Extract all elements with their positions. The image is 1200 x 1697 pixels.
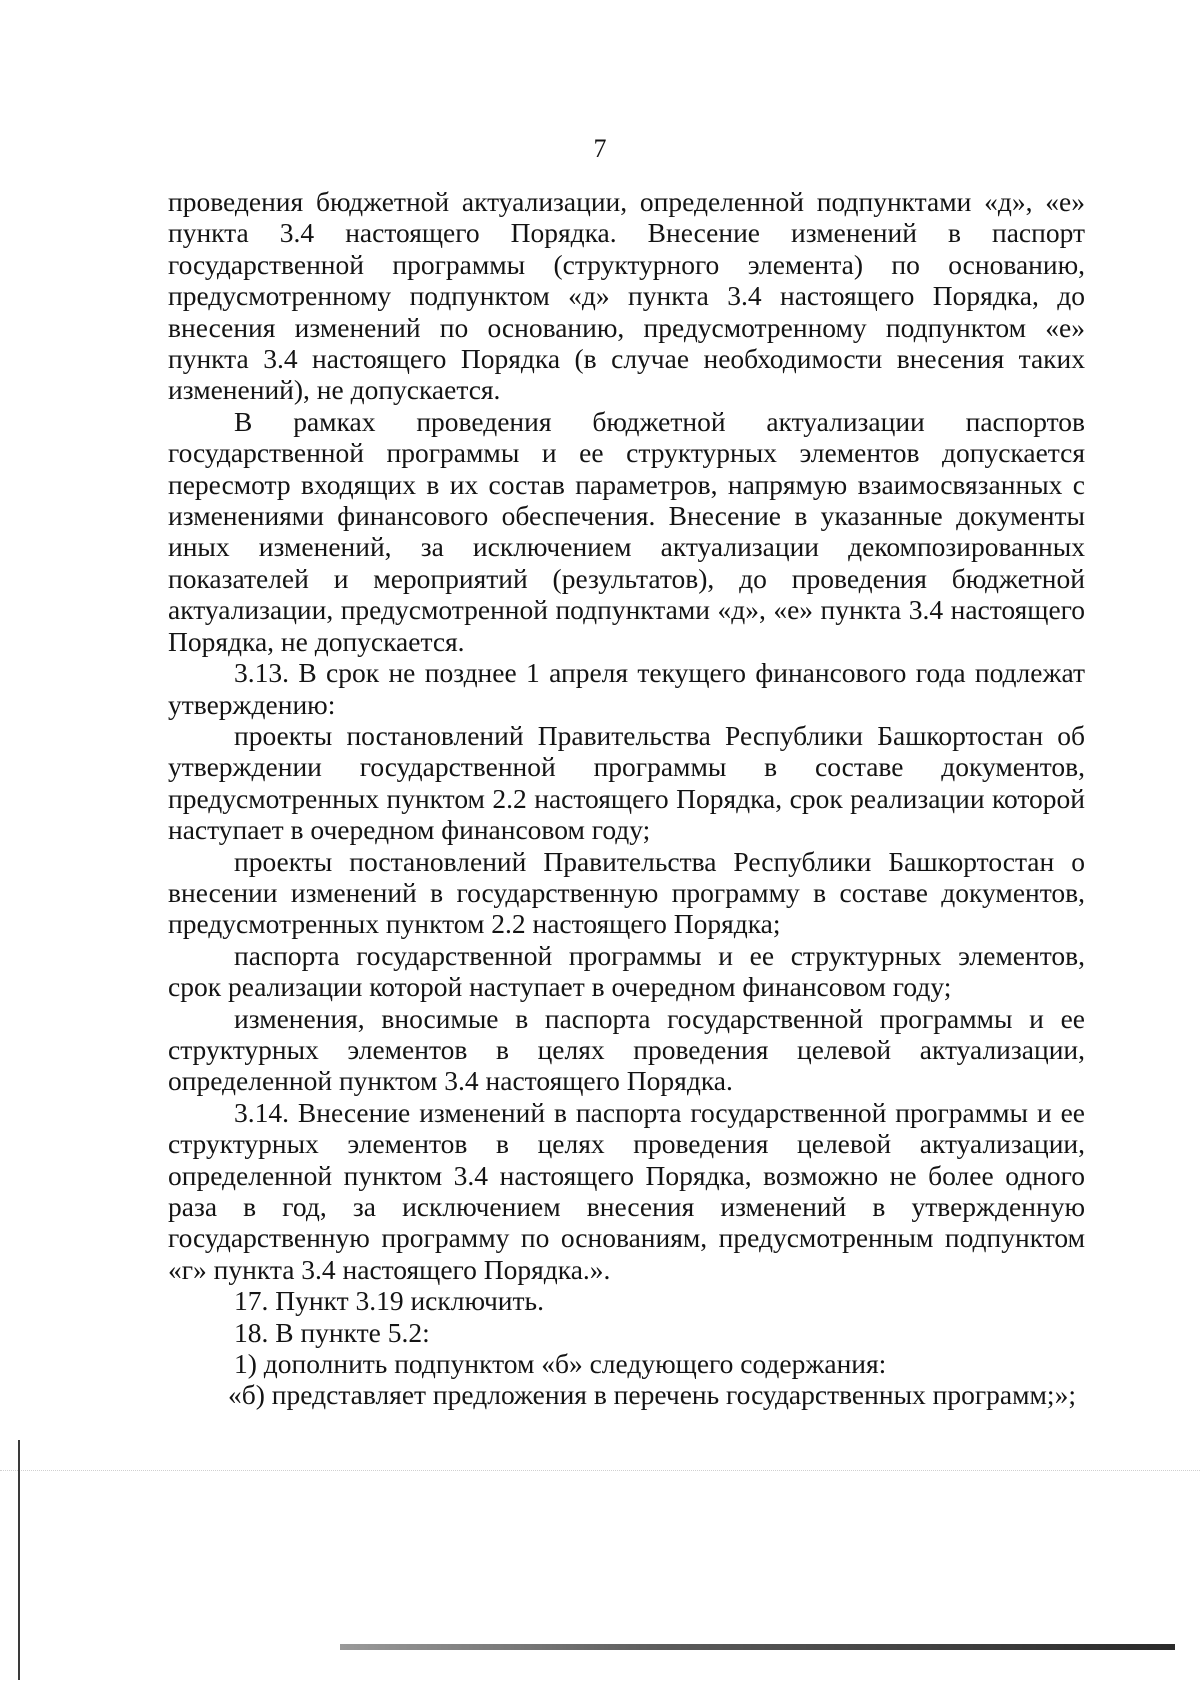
paragraph-amendment-projects: проекты постановлений Правительства Республики Башкортостан о внесении изменений в государственную программу в составе документов, предусмотренных пунктом 2.2 настоящего Порядка; xyxy=(168,845,1085,940)
paragraph-subitem-b: «б) представляет предложения в перечень государственных программ;»; xyxy=(228,1379,1076,1411)
paragraph-passports: паспорта государственной программы и ее структурных элементов, срок реализации которой наступает в очередном финансовом году; xyxy=(168,939,1085,1003)
paragraph-item-17: 17. Пункт 3.19 исключить. xyxy=(234,1285,544,1317)
paragraph-changes: изменения, вносимые в паспорта государственной программы и ее структурных элементов в целях проведения целевой актуализации, определенной пунктом 3.4 настоящего Порядка. xyxy=(168,1002,1085,1097)
paragraph-budget-actualization: В рамках проведения бюджетной актуализации паспортов государственной программы и ее структурных элементов допускается пересмотр входящих в их состав параметров, напрямую взаимосвязанных с изменениями финансового обеспечения. Внесение в указанные документы иных изменений, за исключением актуализации декомпозированных показателей и мероприятий (результатов), до проведения бюджетной актуализации, предусмотренной подпунктами «д», «е» пункта 3.4 настоящего Порядка, не допускается. xyxy=(168,405,1085,657)
paragraph-item-18: 18. В пункте 5.2: xyxy=(234,1316,430,1348)
paragraph-subitem-1: 1) дополнить подпунктом «б» следующего содержания: xyxy=(234,1348,887,1380)
scan-artifact-dots xyxy=(0,1470,1200,1472)
document-body xyxy=(168,186,1085,1411)
page-number: 7 xyxy=(593,134,607,163)
scan-bottom-edge-line xyxy=(340,1644,1175,1650)
paragraph-approval-projects: проекты постановлений Правительства Республики Башкортостан об утверждении государственной программы в составе документов, предусмотренных пунктом 2.2 настоящего Порядка, срок реализации которой наступает в очередном финансовом году; xyxy=(168,719,1085,846)
paragraph-3-14: 3.14. Внесение изменений в паспорта государственной программы и ее структурных элементов в целях проведения целевой актуализации, определенной пунктом 3.4 настоящего Порядка, возможно не более одного раза в год, за исключением внесения изменений в утвержденную государственную программу по основаниям, предусмотренным подпунктом «г» пункта 3.4 настоящего Порядка.». xyxy=(168,1096,1085,1285)
paragraph-continuation: проведения бюджетной актуализации, определенной подпунктами «д», «е» пункта 3.4 настоящего Порядка. Внесение изменений в паспорт государственной программы (структурного элемента) по основанию, предусмотренному подпунктом «д» пункта 3.4 настоящего Порядка, до внесения изменений по основанию, предусмотренному подпунктом «е» пункта 3.4 настоящего Порядка (в случае необходимости внесения таких изменений), не допускается. xyxy=(168,186,1085,406)
paragraph-3-13: 3.13. В срок не позднее 1 апреля текущего финансового года подлежат утверждению: xyxy=(168,657,1085,720)
scan-left-edge-line xyxy=(18,1440,20,1680)
